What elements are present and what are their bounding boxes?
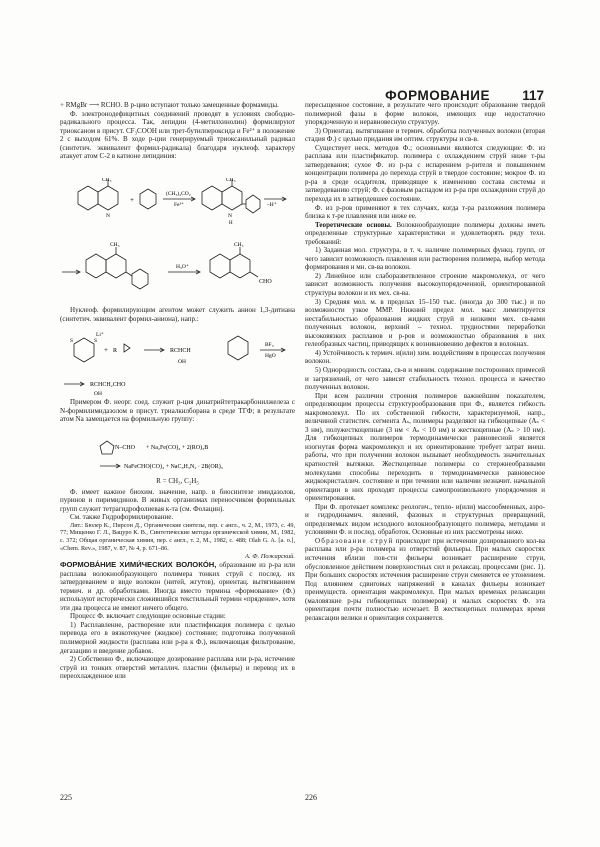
reaction-scheme-2: [60, 238, 295, 304]
reagent-label: (CH₃)₂CO₂: [166, 191, 191, 197]
paragraph: [305, 537, 545, 622]
reagents-label: + Na₂Fe(CO)₄ + 2(RO)₃B: [146, 445, 209, 451]
article-title: ФОРМОВА́НИЕ ХИМИ́ЧЕСКИХ ВОЛОКО́Н,: [60, 560, 217, 570]
page-number: 117: [522, 88, 544, 103]
paragraph: При Ф. протекает комплекс реологич., тепло- и(или) массообменных, аэро- и гидродинамич. явлений, фазовых и структурных превращений, определяемых видом исходного волокнообразующего полимера, методами и условиями Ф. и послед. обработок. Основные из них рассмотрены ниже.: [305, 502, 545, 537]
paragraph: 5) Однородность состава, св-в и миним. содержание посторонних примесей и загрязнений, от чего зависят стабильность технол. процесса и качество полученных волокон.: [305, 365, 545, 392]
paragraph: 2) Собственно Ф., включающее дозирование расплава или р-ра, истечение струй из тонких отверстий металлич. пластин (фильеры) и перевод их в переохлажденное или: [60, 655, 295, 681]
minus-h-label: –H⁺: [267, 202, 277, 208]
product-label: CHO: [259, 279, 272, 285]
ch3-label: CH₃: [102, 178, 112, 183]
running-title: ФОРМОВАНИЕ: [385, 88, 490, 103]
s-label: S: [94, 338, 98, 344]
paragraph: 1) Расплавление, растворение или пластификация полимера с целью перевода его в вязкотекучее (жидкое) состояние; подготовка полученной полимерной жидкости (расплава или р-ра к Ф.), включающая фильтрование, дегазацию и введение добавок.: [60, 620, 295, 655]
left-column-top: [60, 101, 295, 161]
reagent-label: H₃O⁺: [176, 264, 189, 270]
formylimidazole-label: N–CHO: [115, 445, 136, 451]
section-heading: Образование струй: [315, 536, 394, 545]
hgo-label: HgO: [265, 353, 276, 359]
catalyst-label: Fe²⁺: [174, 202, 185, 208]
paragraph: Существует неск. методов Ф.; основными являются следующие: Ф. из расплава или пластификатор. полимера с охлаждением струй ниже т-ры затвердевания; сухое Ф. из р-ра с испарением р-рителя и повышением концентрации полимера до перехода струй в твердое состояние; мокрое Ф. из р-ра в среде осадителя, приводящее к изменению состава системы и затвердеванию струй; Ф. с фазовым распадом из р-ра при охлаждении струй до перехода их в затвердевшее состояние.: [305, 143, 545, 204]
paragraph: 4) Устойчивость к термич. и(или) хим. воздействиям в процессах получения волокон.: [305, 348, 545, 366]
aldehyde-label: RCHCH₂CHO: [90, 382, 126, 388]
svg-text:+: +: [130, 196, 134, 204]
paragraph: 3) Ориентац. вытягивание и термич. обработка полученных волокон (вторая стадия Ф.) с целью придания им оптим. структуры и св-в.: [305, 126, 545, 144]
paragraph: Ф. из р-ров применяют в тех случаях, когда т-ра разложения полимера близка к т-ре плавления или ниже ее.: [305, 203, 545, 221]
paragraph: 3) Средняя мол. м. в пределах 15–150 тыс. (иногда до 300 тыс.) и по возможности узкое ММР. Нижний предел мол. масс лимитируется нестабильностью образования жидких струй и низкими мех. св-вами полученных волокон, верхний – технол. трудностями переработки высоковязких расплавов и р-ров и возможностью образования в них гелеобразных частиц, приводящих к возникновению дефектов в волокнах.: [305, 297, 545, 349]
ch3-label: CH₃: [234, 242, 244, 248]
paragraph-text: происходит при истечении дозированного кол-ва расплава или р-ра полимера из отверстий фильеры. При малых скоростях истечения вблизи пов-сти фильеры возникает расширение струи, обусловленное действием поверхностных сил и релаксац. процессами (рис. 1). При больших скоростях истечения расширение струи сменяется ее утонением. Под влиянием сдвиговых напряжений в каналах фильеры возникает преимуществ. ориентация макромолекул. При малых временах релаксации (маловязкие р-ры гибкоцепных полимеров) и малых скоростях Ф. эта ориентация почти полностью исчезает. В жесткоцепных полимерах время релаксации велики и ориентация сохраняется.: [305, 536, 545, 622]
see-also: См. также Гидроформилирование.: [70, 513, 174, 522]
reaction-scheme-1: [60, 178, 295, 234]
page-number-right: 226: [305, 793, 317, 802]
products-label: NaFeCHO(CO)₄ + NaC₃H₃N₂ · 2B(OR)₃: [124, 464, 223, 470]
paragraph: Нуклеоф. формилирующим агентом может служить анион 1,3-дитиана (синтетич. эквивалент формил-аниона), напр.:: [60, 306, 295, 323]
author: А. Ф. Пожарский.: [245, 552, 295, 560]
paragraph-text: Волокнообразующие полимеры должны иметь определенные структурные характеристики и удовлетворять ряду техн. требований:: [305, 220, 546, 246]
li-label: Li⁺: [96, 332, 104, 338]
literature: Лит.: Бюлер К., Пирсон Д., Органические синтезы, пер. с англ., ч. 2, М., 1973, с. 49, 77; Мищенко Г. Л., Вацуро К. В., Синтетические методы органической химии, М., 1982, с. 372; Общая органическая химия, пер. с англ., т. 2, М., 1982, с. 488; Olah G. A. [а. о.], «Chem. Rev.», 1987, v. 87, № 4, p. 671–86.: [60, 521, 295, 552]
paragraph: 1) Заданная мол. структура, в т. ч. наличие полимерных функц. групп, от чего зависит возможность плавления или растворения полимера, выбор метода формирования и мн. св-ва волокон.: [305, 246, 545, 272]
ch3-label: CH₃: [226, 178, 236, 183]
oh-label: OH: [94, 391, 102, 396]
reaction-scheme-3: [60, 326, 295, 396]
paragraph: пересыщенное состояние, в результате чего происходит образование твердой полимерной фазы в форме волокон, имеющих еще недостаточно упорядоченную и неравновесную структуру.: [305, 101, 545, 127]
paragraph: Ф. имеет важное биохим. значение, напр. в биосинтезе имидазолов, пуринов и пиримидинов. В живых организмах переносчиком формильных групп служит тетрагидрофолиевая к-та (см. Фолацин).: [60, 487, 295, 513]
r-label: R: [113, 348, 118, 354]
bf3-label: BF₃: [265, 342, 274, 348]
left-column-middle: [60, 306, 295, 323]
nh-label: N: [228, 213, 232, 219]
article-body: образование из р-ра или расплава волокнообразующего полимера тонких струй с послед. их затвердеванием в виде волокон (нитей, жгутов), ориентац. вытягиванием термич. и др. обработками. Иногда вместо термина «формование» (Ф.) используют исторически сложившийся текстильный термин «прядение», хотя эти два процесса не имеют ничего общего.: [60, 561, 296, 612]
section-heading: Теоретические основы.: [315, 220, 392, 229]
oh-label: OH: [178, 359, 186, 365]
left-column-inorganic: [60, 398, 295, 424]
paragraph: Процесс Ф. включает следующие основные стадии:: [70, 612, 226, 621]
h-label: H: [229, 221, 233, 226]
left-column-bottom: [60, 477, 295, 681]
n-label: N: [106, 213, 110, 219]
paragraph: Ф. электронодефицитных соединений проводят в условиях свободно-радикального процесса. Так, лепидин (4-метилхинолин) формилируют триоксаном в присут. CF₃COOH или трет-бутилпероксида и Fe²⁺ в положение 2 с выходом 61%. В ходе р-ции генерируемый триоксанильный радикал (синтетич. эквивалент формил-радикала) благодаря нуклеоф. характеру атакует атом С-2 в катионе лепидиния:: [60, 109, 295, 161]
r-definition: R = CH₃, C₂H₅: [156, 477, 199, 485]
paragraph: [305, 221, 545, 247]
paragraph: + RMgBr ⟶ RCHO. В р-цию вступают только замещенные формамиды.: [60, 101, 279, 109]
right-column: [305, 101, 545, 622]
rchch-label: RCHCH: [170, 348, 191, 354]
reaction-scheme-4: [60, 436, 295, 476]
paragraph: При всем различии строения полимеров важнейшим показателем, определяющим процессы структурообразования при Ф., является гибкость макромолекул. По их собственной гибкости, характеризуемой, напр., величиной статистич. сегмента Aₛ, полимеры разделяют на гибкоцепные (Aₛ < 3 нм), полужесткоцепные (3 нм < Aₛ < 10 нм) и жесткоцепные (Aₛ > 10 нм). Для гибкоцепных полимеров термодинамически равновесной является изогнутая форма макромолекул и их ориентирование требует затрат внеш. работы, что при получении волокон вызывает необходимость значительных кратностей вытяжки. Жесткоцепные полимеры со стержнеобразными молекулами способны переходить в термодинамически равновесное жидкокристаллич. состояние и при течении или наличии незначит. начальной ориентации в них проходят процессы самопроизвольного упорядочения и ориентирования.: [305, 391, 545, 503]
s-label: S: [70, 338, 74, 344]
svg-text:+: +: [104, 346, 108, 354]
paragraph: Примером Ф. неорг. соед. служит р-ция динатрийтетракарбонилжелеза с N-формилимидазолом в присут. триалкилборана в среде ТГФ; в результате атом Na замещается на формильную группу:: [60, 398, 295, 424]
article-intro: [60, 561, 295, 612]
paragraph: 2) Линейное или слаборазветвленное строение макромолекул, от чего зависит возможность получения высокоупорядоченной, ориентированной структуры волокон и их мех. св-ва.: [305, 271, 545, 298]
page-number-left: 225: [60, 793, 72, 802]
ch3-label: CH₃: [110, 242, 120, 248]
